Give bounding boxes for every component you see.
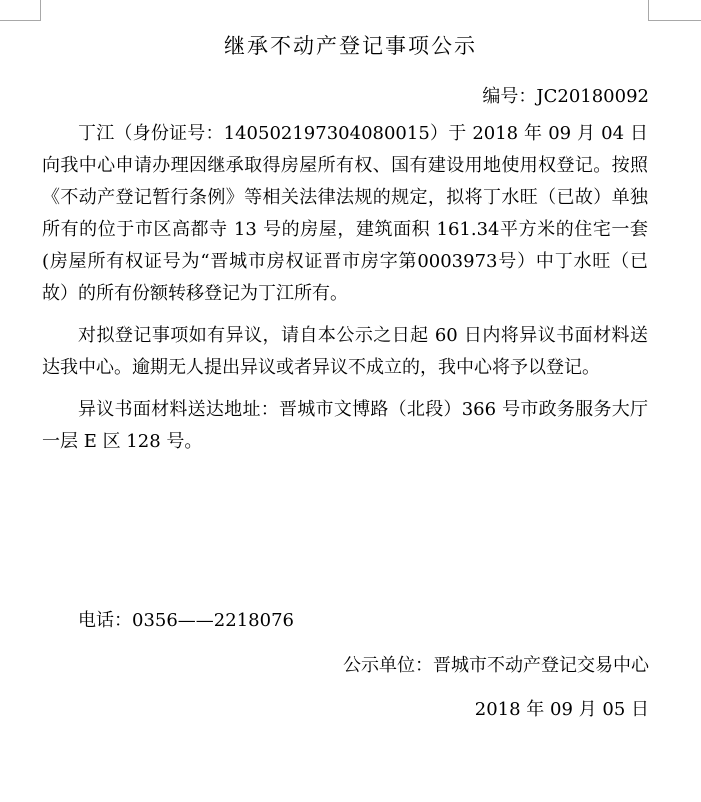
- margin-corner-mark-left: [0, 0, 41, 21]
- paragraph-application: 丁江（身份证号：140502197304080015）于 2018 年 09 月 04 日向我中心申请办理因继承取得房屋所有权、国有建设用地使用权登记。按照《不动产登记暂行条例》等相关法律法规的规定，拟将丁水旺（已故）单独所有的位于市区高都寺 13 号的房屋，建筑面积 161.34平方米的住宅一套(房屋所有权证号为“晋城市房权证晋市房字第0003973号）中丁水旺（已故）的所有份额转移登记为丁江所有。: [42, 123, 648, 304]
- issuing-unit: 公示单位：晋城市不动产登记交易中心: [343, 655, 649, 676]
- issue-date: 2018 年 09 月 05 日: [474, 699, 649, 720]
- margin-corner-mark-right: [648, 0, 701, 21]
- paragraph-objection: 对拟登记事项如有异议，请自本公示之日起 60 日内将异议书面材料送达我中心。逾期无人提出异议或者异议不成立的，我中心将予以登记。: [42, 325, 648, 378]
- document-title: 继承不动产登记事项公示: [224, 34, 477, 58]
- contact-phone: 电话：0356——2218076: [78, 610, 294, 631]
- document-body: [42, 118, 648, 458]
- document-number: 编号：JC20180092: [482, 86, 649, 107]
- paragraph-address: 异议书面材料送达地址：晋城市文博路（北段）366 号市政务服务大厅一层 E 区 128 号。: [42, 399, 648, 452]
